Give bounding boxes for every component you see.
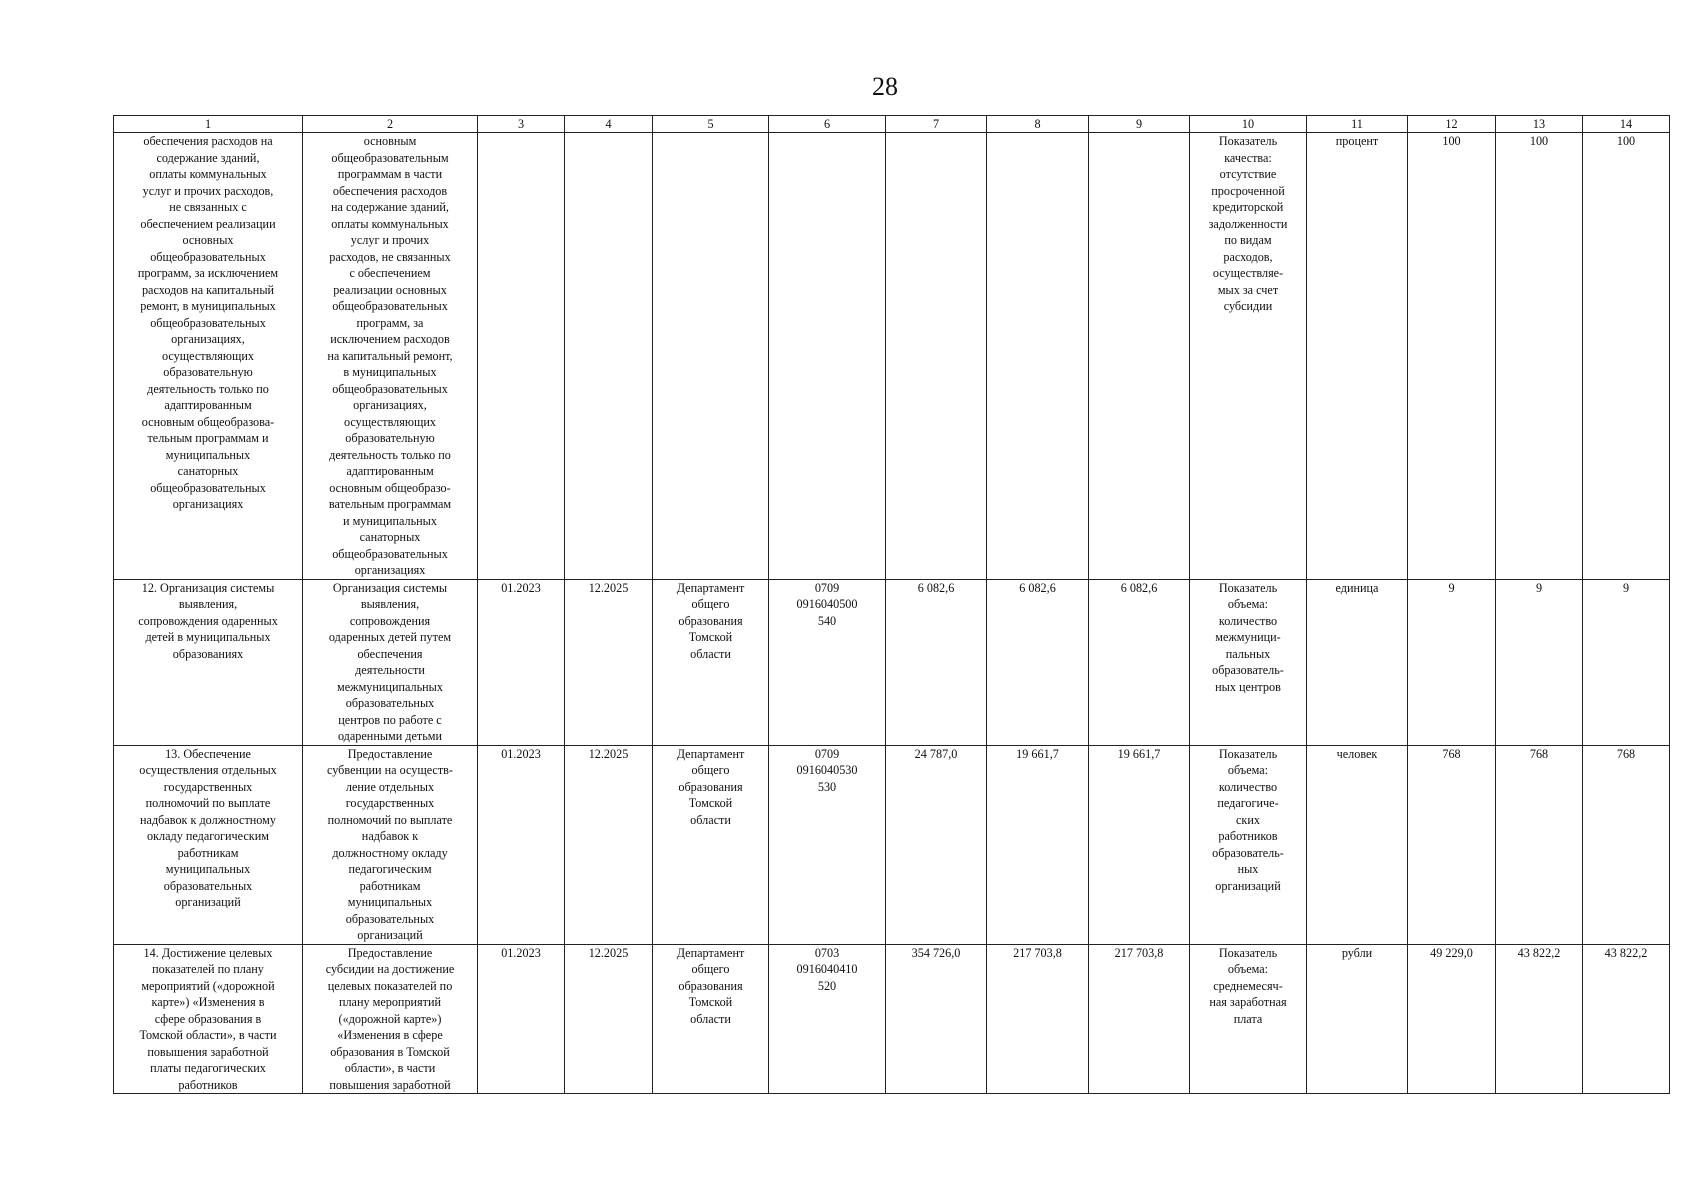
column-number: 2 <box>303 116 478 133</box>
budget-code: 0709 0916040500 540 <box>769 579 886 745</box>
amount-2024: 217 703,8 <box>987 944 1089 1094</box>
value-2023: 100 <box>1408 133 1496 580</box>
value-2024: 9 <box>1496 579 1583 745</box>
value-2023: 768 <box>1408 745 1496 944</box>
amount-2024: 6 082,6 <box>987 579 1089 745</box>
amount-2023: 354 726,0 <box>886 944 987 1094</box>
column-number: 8 <box>987 116 1089 133</box>
measure-description: Предоставление субсидии на достижение целевых показателей по плану мероприятий («дорожной карте») «Изменения в сфере образования в Томской области», в части повышения заработной <box>303 944 478 1094</box>
end-date: 12.2025 <box>565 944 653 1094</box>
indicator: Показатель качества: отсутствие просроченной кредиторской задолженности по видам расходов, осуществляе- мых за счет субсидии <box>1190 133 1307 580</box>
end-date: 12.2025 <box>565 745 653 944</box>
column-number: 5 <box>653 116 769 133</box>
amount-2025: 6 082,6 <box>1089 579 1190 745</box>
column-number: 4 <box>565 116 653 133</box>
budget-code: 0709 0916040530 530 <box>769 745 886 944</box>
unit: человек <box>1307 745 1408 944</box>
start-date: 01.2023 <box>478 944 565 1094</box>
amount-2025: 19 661,7 <box>1089 745 1190 944</box>
value-2025: 768 <box>1583 745 1670 944</box>
measures-table <box>113 115 1670 1094</box>
measure-description: Организация системы выявления, сопровождения одаренных детей путем обеспечения деятельности межмуниципальных образовательных центров по работе с одаренными детьми <box>303 579 478 745</box>
column-number: 14 <box>1583 116 1670 133</box>
executor: Департамент общего образования Томской области <box>653 745 769 944</box>
amount-2023 <box>886 133 987 580</box>
executor <box>653 133 769 580</box>
start-date <box>478 133 565 580</box>
table-row <box>114 745 1670 944</box>
column-number: 10 <box>1190 116 1307 133</box>
unit: процент <box>1307 133 1408 580</box>
table-row <box>114 133 1670 580</box>
start-date: 01.2023 <box>478 745 565 944</box>
column-number: 13 <box>1496 116 1583 133</box>
value-2023: 49 229,0 <box>1408 944 1496 1094</box>
measure-name: 14. Достижение целевых показателей по плану мероприятий («дорожной карте») «Изменения в сфере образования в Томской области», в части повышения заработной платы педагогических работников <box>114 944 303 1094</box>
unit: рубли <box>1307 944 1408 1094</box>
value-2024: 768 <box>1496 745 1583 944</box>
measure-name: 12. Организация системы выявления, сопровождения одаренных детей в муниципальных образованиях <box>114 579 303 745</box>
end-date <box>565 133 653 580</box>
value-2025: 100 <box>1583 133 1670 580</box>
amount-2025: 217 703,8 <box>1089 944 1190 1094</box>
column-number: 6 <box>769 116 886 133</box>
value-2025: 9 <box>1583 579 1670 745</box>
table-header-row <box>114 116 1670 133</box>
table-row <box>114 944 1670 1094</box>
column-number: 3 <box>478 116 565 133</box>
executor: Департамент общего образования Томской области <box>653 944 769 1094</box>
amount-2024: 19 661,7 <box>987 745 1089 944</box>
amount-2025 <box>1089 133 1190 580</box>
measure-description: Предоставление субвенции на осуществ- ление отдельных государственных полномочий по выплате надбавок к должностному окладу педагогическим работникам муниципальных образовательных организаций <box>303 745 478 944</box>
column-number: 9 <box>1089 116 1190 133</box>
amount-2023: 6 082,6 <box>886 579 987 745</box>
start-date: 01.2023 <box>478 579 565 745</box>
table-row <box>114 579 1670 745</box>
measure-description: основным общеобразовательным программам в части обеспечения расходов на содержание зданий, оплаты коммунальных услуг и прочих расходов, не связанных с обеспечением реализации основных общеобразовательных программ, за исключением расходов на капитальный ремонт, в муниципальных общеобразовательных организациях, осуществляющих образовательную деятельность только по адаптированным основным общеобразо- вательным программам и муниципальных санаторных общеобразовательных организациях <box>303 133 478 580</box>
column-number: 1 <box>114 116 303 133</box>
amount-2024 <box>987 133 1089 580</box>
measure-name: обеспечения расходов на содержание зданий, оплаты коммунальных услуг и прочих расходов, не связанных с обеспечением реализации основных общеобразовательных программ, за исключением расходов на капитальный ремонт, в муниципальных общеобразовательных организациях, осуществляющих образовательную деятельность только по адаптированным основным общеобразова- тельным программам и муниципальных санаторных общеобразовательных организациях <box>114 133 303 580</box>
measure-name: 13. Обеспечение осуществления отдельных государственных полномочий по выплате надбавок к должностному окладу педагогическим работникам муниципальных образовательных организаций <box>114 745 303 944</box>
column-number: 11 <box>1307 116 1408 133</box>
indicator: Показатель объема: среднемесяч- ная заработная плата <box>1190 944 1307 1094</box>
value-2024: 100 <box>1496 133 1583 580</box>
value-2024: 43 822,2 <box>1496 944 1583 1094</box>
budget-code: 0703 0916040410 520 <box>769 944 886 1094</box>
indicator: Показатель объема: количество межмуници- пальных образователь- ных центров <box>1190 579 1307 745</box>
end-date: 12.2025 <box>565 579 653 745</box>
executor: Департамент общего образования Томской области <box>653 579 769 745</box>
unit: единица <box>1307 579 1408 745</box>
value-2023: 9 <box>1408 579 1496 745</box>
indicator: Показатель объема: количество педагогиче- ских работников образователь- ных организаций <box>1190 745 1307 944</box>
page-number: 28 <box>872 72 898 101</box>
column-number: 7 <box>886 116 987 133</box>
budget-code <box>769 133 886 580</box>
amount-2023: 24 787,0 <box>886 745 987 944</box>
value-2025: 43 822,2 <box>1583 944 1670 1094</box>
column-number: 12 <box>1408 116 1496 133</box>
